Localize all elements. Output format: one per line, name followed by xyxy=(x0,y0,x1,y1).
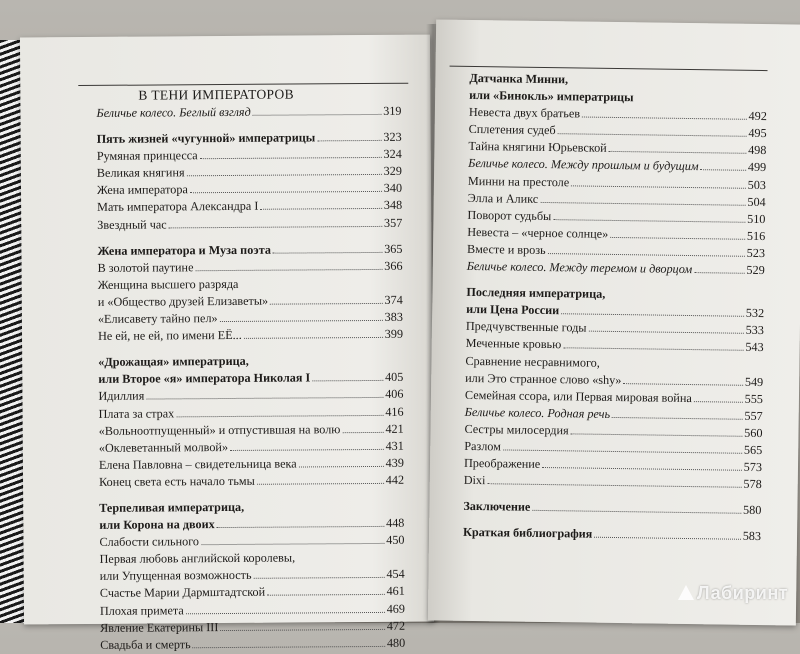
toc-entry-title: Преображение xyxy=(463,455,541,472)
toc-entry-title: Мать императора Александра I xyxy=(97,199,259,215)
toc-leader-dots xyxy=(254,577,385,579)
toc-entry-title: Невеста двух братьев xyxy=(468,105,581,121)
toc-entry-page: 533 xyxy=(745,323,765,338)
toc-leader-dots xyxy=(244,337,383,339)
toc-entry-page: 510 xyxy=(747,211,766,226)
toc-entry-title: Dixi xyxy=(463,473,486,488)
page-header: В ТЕНИ ИМПЕРАТОРОВ xyxy=(138,86,294,103)
right-page xyxy=(428,19,800,625)
toc-leader-dots xyxy=(594,537,740,540)
toc-entry xyxy=(463,524,761,545)
toc-entry-page: 578 xyxy=(743,476,762,492)
toc-line: Датчанка Минни, xyxy=(469,70,569,87)
toc-entry-title: «Елисавету тайно пел» xyxy=(97,311,218,326)
toc-leader-dots xyxy=(610,237,745,240)
toc-entry-title: Идиллия xyxy=(98,388,145,404)
toc-entry-title: Беличье колесо. Родная речь xyxy=(464,404,611,421)
toc-entry-page: 324 xyxy=(383,146,402,162)
toc-leader-dots xyxy=(553,219,745,223)
toc-leader-dots xyxy=(169,225,382,227)
toc-entry xyxy=(97,129,402,148)
toc-leader-dots xyxy=(176,414,383,416)
toc-left xyxy=(96,103,405,654)
toc-entry-page: 454 xyxy=(386,567,405,582)
toc-leader-dots xyxy=(571,433,743,436)
toc-entry-title: или Упущенная возможность xyxy=(99,568,252,584)
toc-entry xyxy=(98,386,403,405)
toc-entry-title: Конец света есть начало тьмы xyxy=(99,473,255,489)
toc-entry-title: Свадьба и смерть xyxy=(100,636,191,652)
toc-entry-page: 516 xyxy=(746,228,766,243)
toc-leader-dots xyxy=(187,174,382,176)
toc-entry-title: Плата за страх xyxy=(98,405,175,421)
toc-entry-page: 366 xyxy=(384,258,403,273)
toc-entry-page: 580 xyxy=(743,503,762,518)
watermark xyxy=(678,583,788,604)
toc-entry-title: Счастье Марии Дармштадтской xyxy=(99,585,266,601)
toc-line: Терпеливая императрица, xyxy=(99,499,245,515)
toc-entry xyxy=(100,634,405,653)
toc-line: Женщина высшего разряда xyxy=(97,276,239,292)
toc-leader-dots xyxy=(612,417,742,420)
toc-leader-dots xyxy=(558,133,747,137)
toc-leader-dots xyxy=(193,646,385,648)
toc-entry-title: Сестры милосердия xyxy=(464,421,569,438)
toc-line: Сравнение несравнимого, xyxy=(465,353,600,370)
toc-leader-dots xyxy=(220,320,383,322)
toc-entry-page: 560 xyxy=(744,425,763,440)
toc-entry-page: 329 xyxy=(383,164,402,179)
toc-entry-title: Румяная принцесса xyxy=(96,148,198,164)
toc-entry-title: Элла и Аликс xyxy=(467,190,539,206)
toc-leader-dots xyxy=(270,303,382,305)
toc-entry xyxy=(97,146,402,165)
toc-entry xyxy=(96,103,401,122)
toc-leader-dots xyxy=(694,272,744,274)
toc-entry-page: 405 xyxy=(385,370,404,385)
toc-leader-dots xyxy=(217,526,384,528)
toc-right xyxy=(463,70,768,546)
toc-entry-page: 439 xyxy=(385,455,404,470)
toc-entry-page: 492 xyxy=(748,109,767,124)
toc-entry-title: или Это странное слово «shy» xyxy=(465,370,622,387)
toc-entry-title: Минни на престоле xyxy=(467,173,570,189)
toc-entry-page: 583 xyxy=(742,529,762,544)
toc-entry-title: Явление Екатерины III xyxy=(100,619,219,635)
toc-entry-title: Звездный час xyxy=(97,216,167,232)
toc-leader-dots xyxy=(609,151,746,154)
toc-entry-page: 565 xyxy=(743,442,763,458)
toc-leader-dots xyxy=(503,449,742,453)
left-page xyxy=(20,35,434,652)
toc-entry xyxy=(99,403,404,422)
toc-leader-dots xyxy=(540,202,745,206)
toc-entry-page: 498 xyxy=(748,143,767,158)
toc-entry-page: 573 xyxy=(743,459,763,475)
toc-entry-title: Жена императора и Муза поэта xyxy=(97,242,271,258)
toc-entry-page: 532 xyxy=(745,306,765,321)
toc-entry-title: Вместе и врозь xyxy=(466,241,546,257)
toc-line: «Дрожащая» императрица, xyxy=(98,354,249,370)
toc-leader-dots xyxy=(571,185,745,188)
toc-entry-title: Разлом xyxy=(464,438,502,454)
toc-entry xyxy=(98,369,403,388)
toc-leader-dots xyxy=(260,208,381,210)
toc-entry-page: 499 xyxy=(747,160,767,175)
toc-leader-dots xyxy=(273,252,382,254)
toc-leader-dots xyxy=(201,543,384,545)
toc-entry xyxy=(100,617,405,636)
toc-leader-dots xyxy=(582,117,747,120)
toc-leader-dots xyxy=(694,401,743,403)
toc-leader-dots xyxy=(532,510,741,514)
toc-leader-dots xyxy=(563,348,743,352)
toc-leader-dots xyxy=(542,467,741,471)
toc-entry-title: Плохая примета xyxy=(99,602,184,618)
toc-leader-dots xyxy=(146,397,383,400)
toc-entry-page: 469 xyxy=(386,601,405,616)
toc-entry-page: 504 xyxy=(747,194,766,209)
toc-entry-title: Предчувственные годы xyxy=(465,319,587,335)
labyrinth-logo-icon xyxy=(678,585,694,600)
toc-entry xyxy=(97,197,402,216)
toc-line: Последняя императрица, xyxy=(466,285,606,301)
toc-leader-dots xyxy=(220,629,384,631)
toc-entry-page: 323 xyxy=(383,129,402,144)
toc-entry-page: 442 xyxy=(385,472,405,487)
toc-entry-page: 480 xyxy=(386,635,406,650)
toc-leader-dots xyxy=(312,380,383,381)
toc-entry-title: Беличье колесо. Беглый взгляд xyxy=(96,104,251,120)
toc-leader-dots xyxy=(200,157,382,159)
toc-line: или «Бинокль» императрицы xyxy=(469,88,634,105)
toc-leader-dots xyxy=(253,114,381,116)
toc-entry-page: 529 xyxy=(746,262,765,278)
toc-leader-dots xyxy=(267,594,384,596)
toc-entry xyxy=(97,214,402,233)
toc-entry-title: или Второе «я» императора Николая I xyxy=(98,370,311,387)
toc-entry-page: 495 xyxy=(748,126,767,141)
toc-entry-title: Слабости сильного xyxy=(99,534,200,550)
toc-leader-dots xyxy=(701,170,746,172)
toc-leader-dots xyxy=(548,253,745,257)
toc-entry-title: Поворот судьбы xyxy=(467,207,552,223)
toc-leader-dots xyxy=(186,611,385,613)
toc-entry xyxy=(99,455,404,474)
toc-entry xyxy=(97,240,402,259)
toc-entry-page: 543 xyxy=(745,340,764,355)
toc-entry xyxy=(100,566,405,585)
toc-entry-title: Меченные кровью xyxy=(465,336,562,352)
toc-entry xyxy=(98,326,403,345)
toc-entry-page: 461 xyxy=(386,584,405,599)
toc-entry-title: Елена Павловна – свидетельница века xyxy=(98,456,297,472)
toc-entry-title: В золотой паутине xyxy=(97,259,194,275)
toc-entry-page: 421 xyxy=(385,421,404,436)
toc-entry-page: 399 xyxy=(384,326,404,342)
toc-entry-title: Невеста – «черное солнце» xyxy=(467,224,609,241)
toc-entry-page: 503 xyxy=(747,177,767,192)
toc-entry-page: 555 xyxy=(744,391,764,406)
toc-entry xyxy=(100,583,405,602)
toc-line: Первая любовь английской королевы, xyxy=(99,550,296,567)
toc-entry-title: Пять жизней «чугунной» императрицы xyxy=(96,130,316,146)
toc-entry-title: Беличье колесо. Между теремом и дворцом xyxy=(466,258,693,277)
toc-entry xyxy=(98,309,403,328)
toc-leader-dots xyxy=(623,383,743,386)
toc-entry xyxy=(98,292,403,311)
toc-entry-title: Беличье колесо. Между прошлым и будущим xyxy=(468,156,699,174)
toc-entry-page: 472 xyxy=(386,618,406,633)
toc-entry-page: 357 xyxy=(383,215,403,230)
toc-entry-page: 557 xyxy=(744,408,763,423)
toc-entry-page: 416 xyxy=(385,404,404,419)
toc-entry xyxy=(100,600,405,619)
toc-entry-page: 450 xyxy=(386,532,405,548)
header-rule xyxy=(78,83,408,86)
toc-entry-page: 448 xyxy=(386,515,405,530)
toc-entry xyxy=(99,437,404,456)
toc-leader-dots xyxy=(317,140,381,141)
toc-leader-dots xyxy=(230,449,384,451)
toc-entry xyxy=(97,163,402,182)
toc-entry-title: Сплетения судеб xyxy=(468,122,556,138)
toc-leader-dots xyxy=(588,331,743,334)
toc-entry-title: и «Общество друзей Елизаветы» xyxy=(97,293,269,309)
toc-entry-title: Великая княгиня xyxy=(96,165,185,181)
toc-entry xyxy=(99,472,404,491)
toc-entry-page: 365 xyxy=(384,241,403,256)
toc-entry-page: 431 xyxy=(385,438,404,453)
toc-leader-dots xyxy=(561,313,744,317)
toc-entry-page: 340 xyxy=(383,181,403,196)
toc-leader-dots xyxy=(195,269,382,271)
toc-entry-page: 383 xyxy=(384,309,403,324)
toc-entry-title: Семейная ссора, или Первая мировая война xyxy=(464,387,692,405)
toc-leader-dots xyxy=(299,466,384,468)
toc-entry-page: 523 xyxy=(746,245,766,261)
toc-entry xyxy=(97,180,402,199)
toc-entry-title: Краткая библиография xyxy=(462,525,593,542)
toc-entry-title: или Цена России xyxy=(466,302,560,318)
toc-leader-dots xyxy=(190,191,382,193)
toc-entry-title: «Оклеветанный молвой» xyxy=(98,439,229,455)
toc-entry-page: 406 xyxy=(385,387,404,402)
toc-entry xyxy=(99,515,404,534)
toc-entry xyxy=(99,420,404,439)
toc-entry-page: 319 xyxy=(383,103,402,118)
toc-entry-title: Не ей, не ей, по имени ЕЁ... xyxy=(97,328,242,344)
watermark-text: Лабиринт xyxy=(697,583,789,603)
toc-entry-page: 374 xyxy=(384,292,403,307)
toc-entry xyxy=(99,532,404,551)
toc-leader-dots xyxy=(487,483,741,488)
toc-entry-title: Заключение xyxy=(463,499,531,515)
toc-leader-dots xyxy=(342,432,383,433)
toc-entry-title: Тайна княгини Юрьевской xyxy=(468,139,607,156)
toc-entry-page: 549 xyxy=(744,374,764,389)
toc-entry-title: «Вольноотпущенный» и отпустившая на волю xyxy=(98,421,341,438)
toc-entry-title: Жена императора xyxy=(96,182,188,198)
toc-entry-title: или Корона на двоих xyxy=(99,517,215,532)
toc-leader-dots xyxy=(257,483,384,485)
toc-entry-page: 348 xyxy=(383,198,403,213)
toc-entry xyxy=(98,258,403,277)
